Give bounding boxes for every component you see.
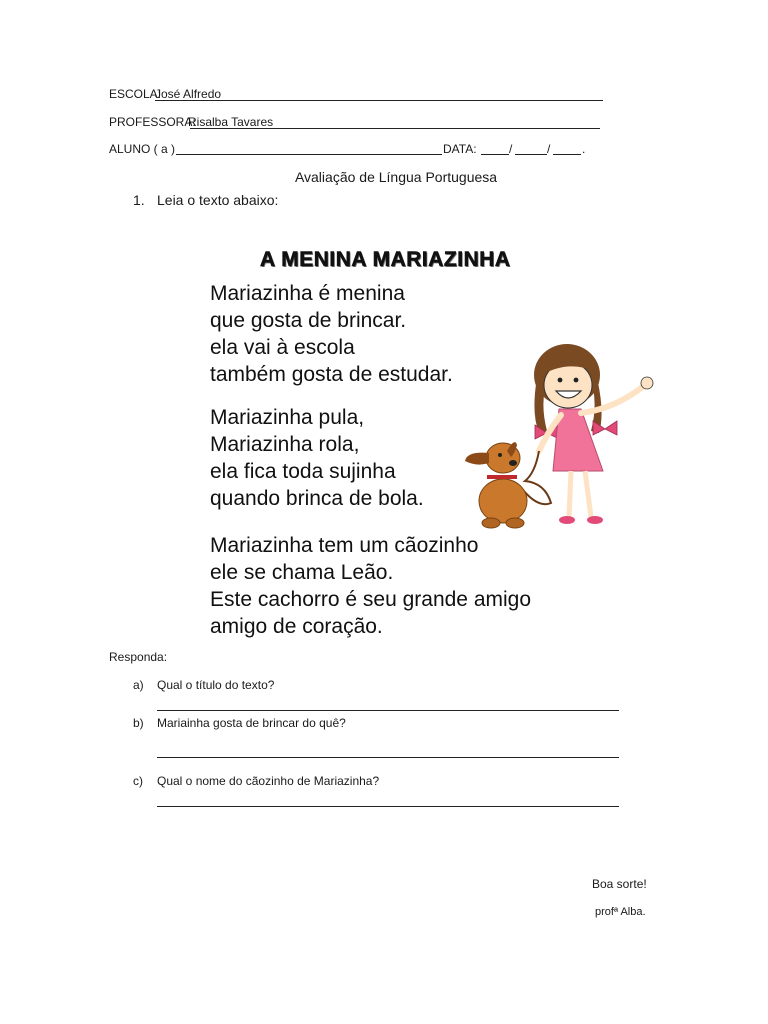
- stanza-2: [210, 404, 424, 512]
- question-letter: b): [133, 716, 144, 730]
- answer-label: Responda:: [109, 650, 168, 664]
- text-title: A MENINA MARIAZINHA: [260, 248, 511, 271]
- date-month-line[interactable]: [515, 154, 547, 155]
- teacher-value: Risalba Tavares: [188, 115, 274, 129]
- date-slash-2: /: [547, 142, 551, 156]
- stanza-3: [210, 532, 531, 640]
- date-day-line[interactable]: [481, 154, 509, 155]
- question-letter: a): [133, 678, 144, 692]
- question-text: Mariainha gosta de brincar do quê?: [157, 716, 346, 730]
- verse: ela fica toda sujinha: [210, 460, 396, 483]
- verse: amigo de coração.: [210, 615, 383, 638]
- school-value: José Alfredo: [155, 87, 222, 101]
- answer-line-c[interactable]: [157, 806, 619, 807]
- verse: ele se chama Leão.: [210, 561, 394, 584]
- verse: também gosta de estudar.: [210, 363, 453, 386]
- verse: Mariazinha é menina: [210, 282, 405, 305]
- teacher-underline: [190, 128, 600, 129]
- student-name-line[interactable]: [176, 154, 442, 155]
- school-label: ESCOLA:: [109, 87, 162, 101]
- verse: Mariazinha tem um cãozinho: [210, 534, 479, 557]
- student-label: ALUNO ( a ): [109, 142, 176, 156]
- girl-with-dog-illustration: [455, 333, 660, 533]
- verse: ela vai à escola: [210, 336, 355, 359]
- answer-line-a[interactable]: [157, 710, 619, 711]
- verse: que gosta de brincar.: [210, 309, 407, 332]
- school-underline: [155, 100, 603, 101]
- verse: Mariazinha rola,: [210, 433, 360, 456]
- date-end: .: [582, 142, 586, 156]
- question-text: Qual o nome do cãozinho de Mariazinha?: [157, 774, 380, 788]
- question-text: Qual o título do texto?: [157, 678, 275, 692]
- date-slash-1: /: [509, 142, 513, 156]
- date-year-line[interactable]: [553, 154, 581, 155]
- question-letter: c): [133, 774, 143, 788]
- answer-line-b[interactable]: [157, 757, 619, 758]
- stanza-1: [210, 280, 453, 388]
- teacher-label: PROFESSORA:: [109, 115, 196, 129]
- instruction-text: Leia o texto abaixo:: [157, 192, 279, 208]
- verse: quando brinca de bola.: [210, 487, 424, 510]
- teacher-signature: profª Alba.: [595, 906, 646, 918]
- date-label: DATA:: [443, 142, 477, 156]
- good-luck-text: Boa sorte!: [592, 877, 647, 891]
- verse: Este cachorro é seu grande amigo: [210, 588, 532, 611]
- instruction-number: 1.: [133, 192, 145, 208]
- verse: Mariazinha pula,: [210, 406, 365, 429]
- page-title: Avaliação de Língua Portuguesa: [294, 169, 498, 185]
